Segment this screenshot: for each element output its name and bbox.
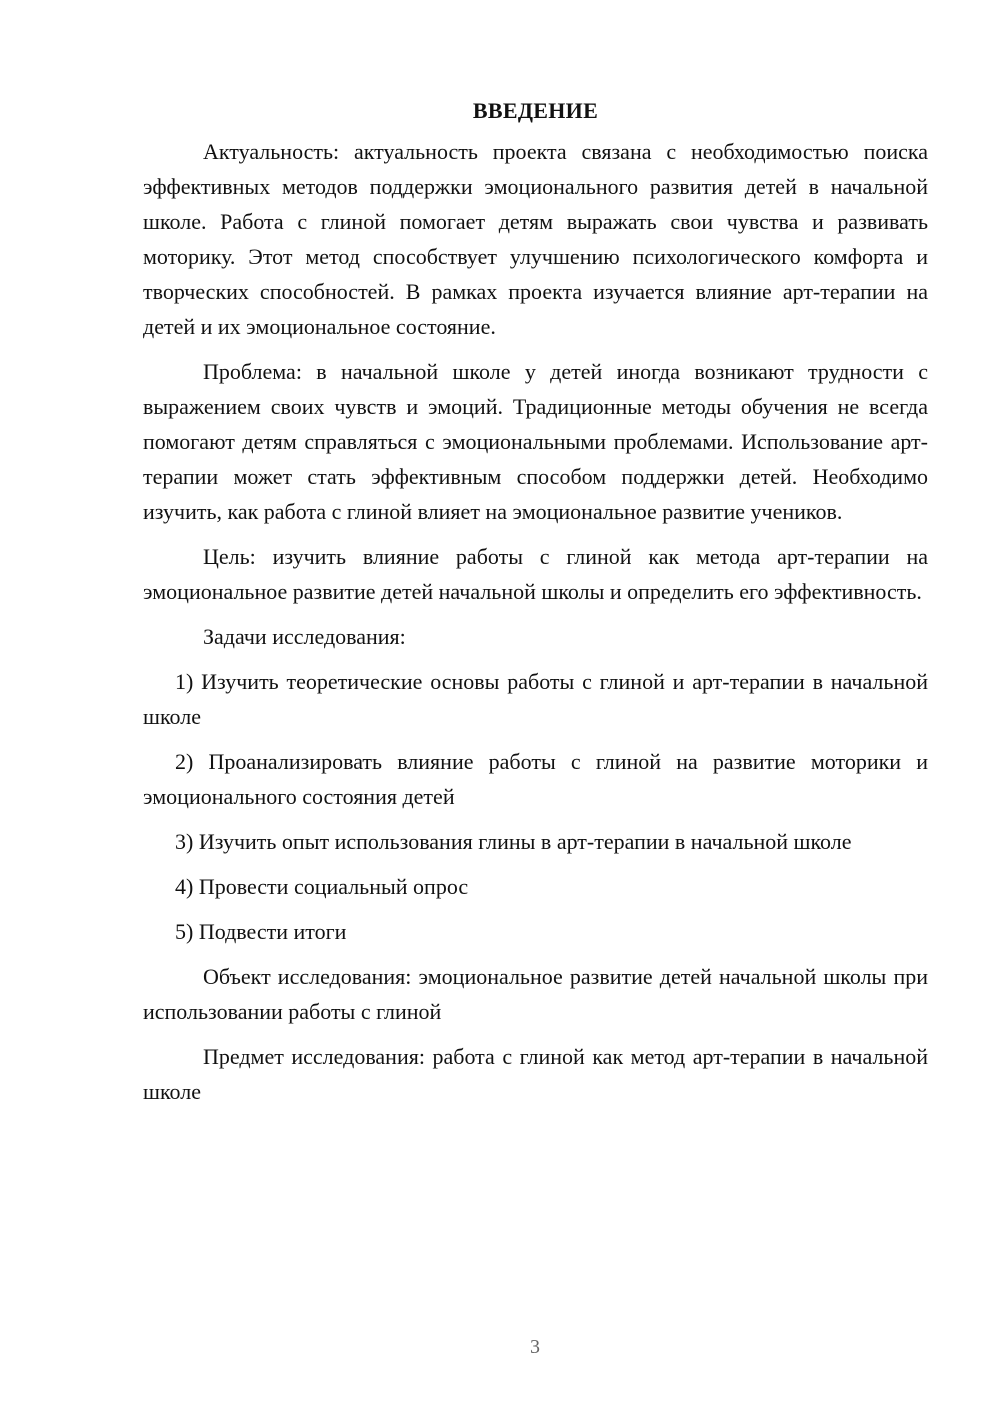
task-item-4: 4) Провести социальный опрос <box>175 874 469 899</box>
problem-paragraph: Проблема: в начальной школе у детей иногда возникают трудности с выражением своих чувств и эмоций. Традиционные методы обучения не всегда помогают детям справляться с эмоциональными проблемами. Использование арт-терапии может стать эффективным способом поддержки детей. Необходимо изучить, как работа с глиной влияет на эмоциональное развитие учеников. <box>143 359 928 524</box>
page-number: 3 <box>530 1336 540 1358</box>
page-content <box>143 96 928 1109</box>
goal-paragraph: Цель: изучить влияние работы с глиной как метода арт-терапии на эмоциональное развитие детей начальной школы и определить его эффективность. <box>143 544 928 604</box>
page-title: ВВЕДЕНИЕ <box>472 98 599 123</box>
tasks-heading: Задачи исследования: <box>203 624 406 649</box>
subject-paragraph: Предмет исследования: работа с глиной как метод арт-терапии в начальной школе <box>143 1044 928 1104</box>
relevance-paragraph: Актуальность: актуальность проекта связана с необходимостью поиска эффективных методов поддержки эмоционального развития детей в начальной школе. Работа с глиной помогает детям выражать свои чувства и развивать моторику. Этот метод способствует улучшению психологического комфорта и творческих способностей. В рамках проекта изучается влияние арт-терапии на детей и их эмоциональное состояние. <box>143 139 928 339</box>
task-item-3: 3) Изучить опыт использования глины в арт-терапии в начальной школе <box>175 829 852 854</box>
object-paragraph: Объект исследования: эмоциональное развитие детей начальной школы при использовании работы с глиной <box>143 964 928 1024</box>
task-item-1: 1) Изучить теоретические основы работы с глиной и арт-терапии в начальной школе <box>143 669 928 729</box>
task-item-2: 2) Проанализировать влияние работы с глиной на развитие моторики и эмоционального состояния детей <box>143 749 928 809</box>
task-item-5: 5) Подвести итоги <box>175 919 347 944</box>
